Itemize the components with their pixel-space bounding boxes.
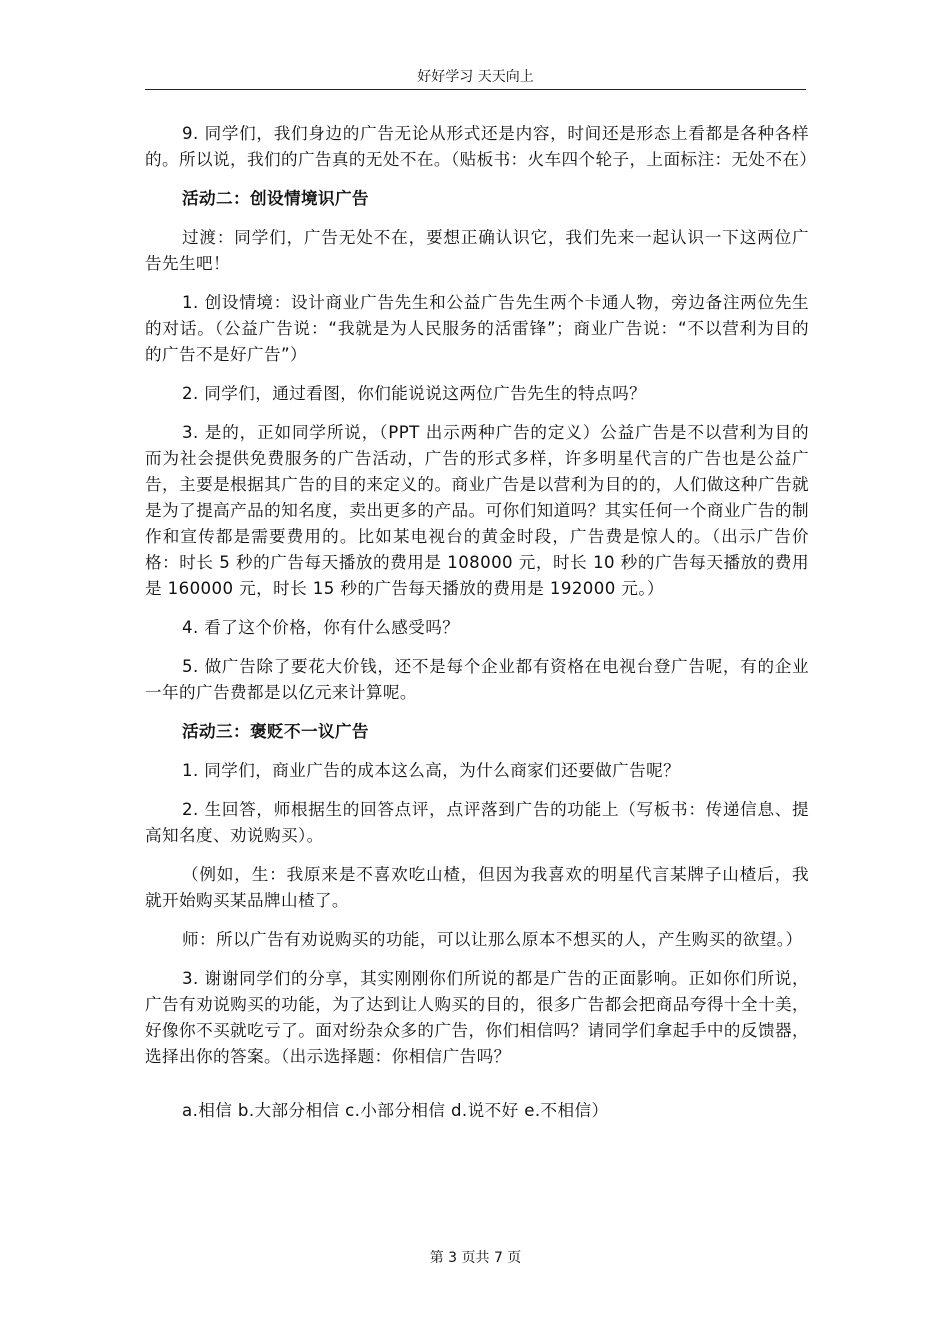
page-number: 第 3 页共 7 页 xyxy=(429,1250,522,1266)
step-3-paragraph: 3. 是的，正如同学所说，（PPT 出示两种广告的定义）公益广告是不以营利为目的而为社会提供免费服务的广告活动，广告的形式多样，许多明星代言的广告也是公益广告，主要是根据其广告的目的来定义的。商业广告是以营利为目的的，人们做这种广告就是为了提高产品的知名度，卖出更多的产品。可你们知道吗？其实任何一个商业广告的制作和宣传都是需要费用的。比如某电视台的黄金时段，广告费是惊人的。（出示广告价格：时长 5 秒的广告每天播放的费用是 108000 元，时长 10 秒的广告每天播放的费用是 160000 元，时长 15 秒的广告每天播放的费用是 192000 元。） xyxy=(145,423,809,598)
step-4-paragraph: 4. 看了这个价格，你有什么感受吗？ xyxy=(182,618,460,637)
step-2-paragraph: 2. 同学们，通过看图，你们能说说这两位广告先生的特点吗？ xyxy=(182,384,647,403)
activity-2-heading: 活动二：创设情境识广告 xyxy=(182,189,369,208)
activity-3-step-2: 2. 生回答，师根据生的回答点评，点评落到广告的功能上（写板书：传递信息、提高知名度、劝说购买）。 xyxy=(145,800,809,845)
teacher-paragraph: 师：所以广告有劝说购买的功能，可以让那么原本不想买的人，产生购买的欲望。） xyxy=(182,930,803,949)
activity-3-step-3: 3. 谢谢同学们的分享，其实刚刚你们所说的都是广告的正面影响。正如你们所说，广告有劝说购买的功能，为了达到让人购买的目的，很多广告都会把商品夸得十全十美，好像你不买就吃亏了。面对纷杂众多的广告，你们相信吗？请同学们拿起手中的反馈器，选择出你的答案。（出示选择题：你相信广告吗？ xyxy=(145,969,809,1066)
activity-3-step-1: 1. 同学们，商业广告的成本这么高，为什么商家们还要做广告呢？ xyxy=(182,761,681,780)
example-paragraph: （例如，生：我原来是不喜欢吃山楂，但因为我喜欢的明星代言某牌子山楂后，我就开始购买某品牌山楂了。 xyxy=(145,865,809,910)
paragraph-9: 9. 同学们，我们身边的广告无论从形式还是内容，时间还是形态上看都是各种各样的。所以说，我们的广告真的无处不在。（贴板书：火车四个轮子，上面标注：无处不在） xyxy=(145,124,817,169)
header-divider xyxy=(145,89,806,90)
transition-paragraph: 过渡：同学们，广告无处不在，要想正确认识它，我们先来一起认识一下这两位广告先生吧！ xyxy=(145,228,809,273)
step-5-paragraph: 5. 做广告除了要花大价钱，还不是每个企业都有资格在电视台登广告呢，有的企业一年的广告费都是以亿元来计算呢。 xyxy=(145,657,809,702)
document-body xyxy=(145,121,817,1137)
page-header: 好好学习 天天向上 xyxy=(417,69,534,85)
answer-choices: a.相信 b.大部分相信 c.小部分相信 d.说不好 e.不相信） xyxy=(182,1101,609,1120)
activity-3-heading: 活动三：褒贬不一议广告 xyxy=(182,722,369,741)
step-1-paragraph: 1. 创设情境：设计商业广告先生和公益广告先生两个卡通人物，旁边备注两位先生的对话。（公益广告说：“我就是为人民服务的活雷锋”；商业广告说：“不以营利为目的的广告不是好广告”） xyxy=(145,293,809,364)
